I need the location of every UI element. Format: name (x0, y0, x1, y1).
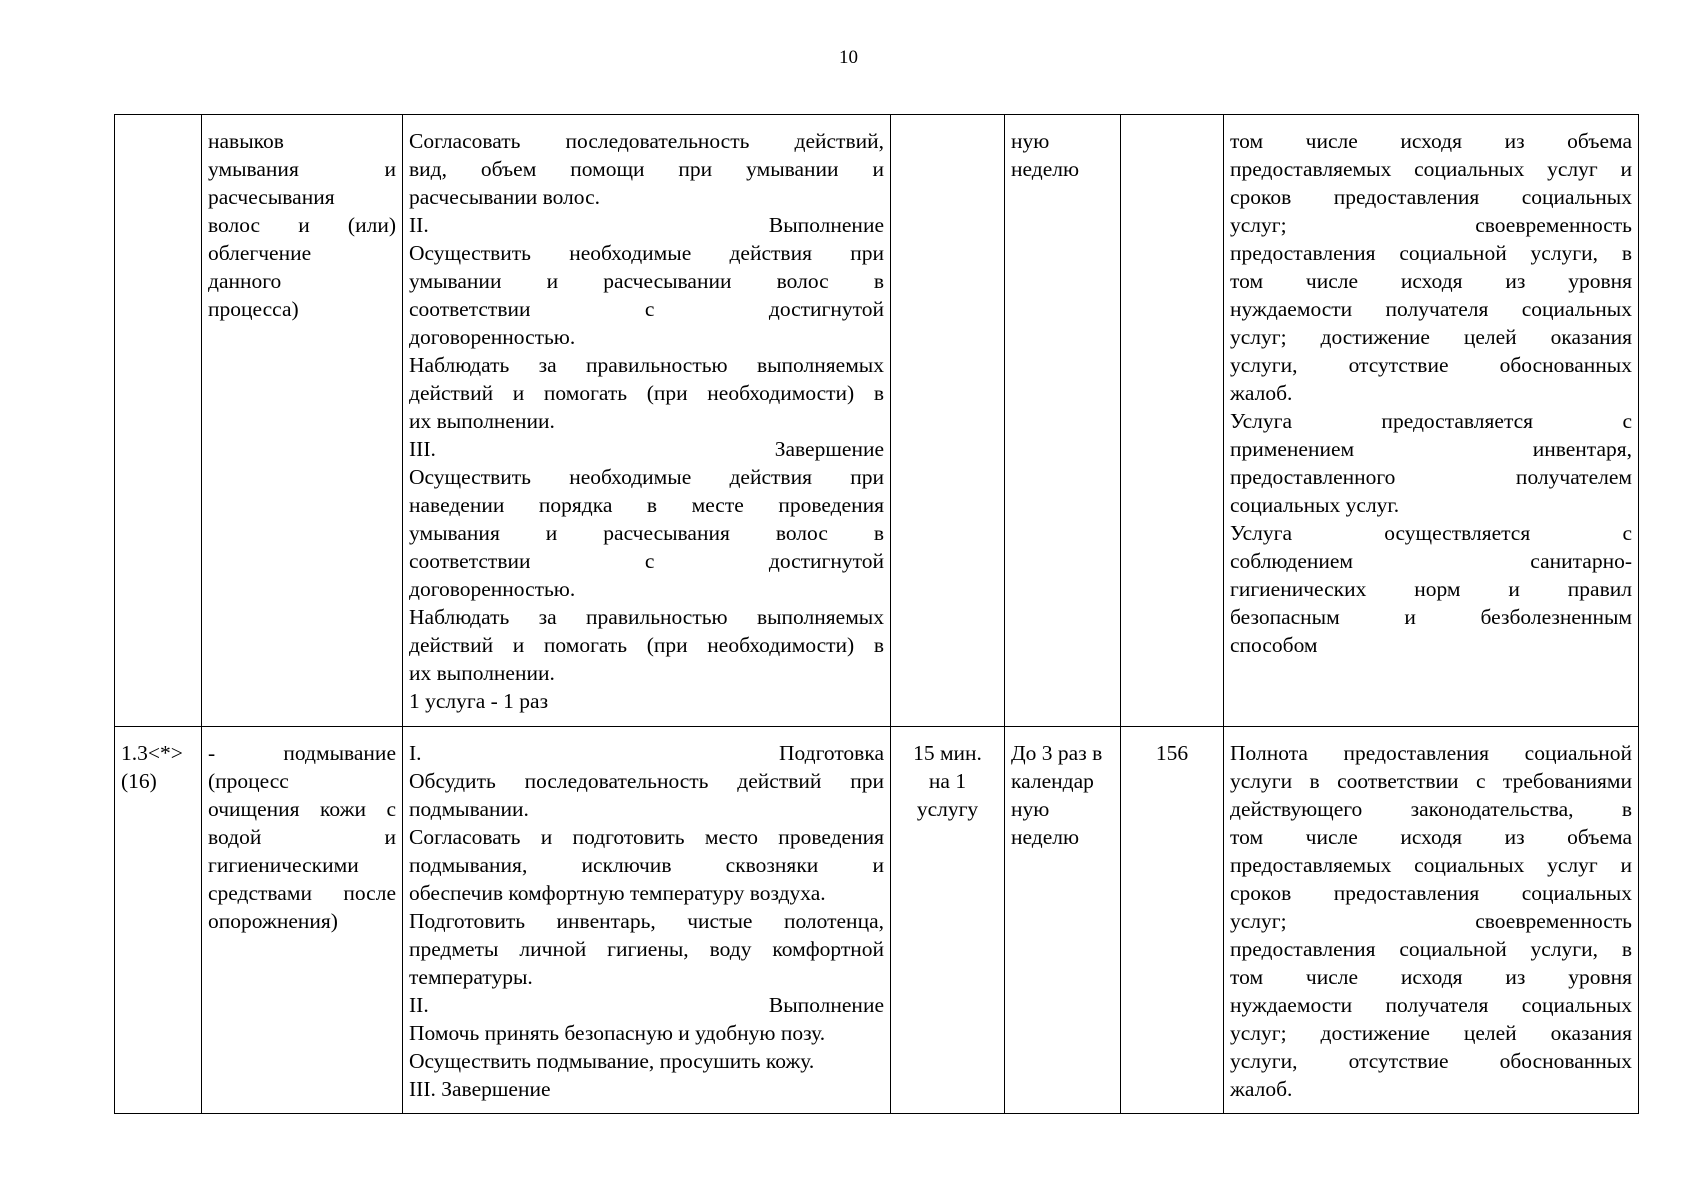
cell-time (891, 727, 1005, 1114)
cell-line: Услуга предоставляется с (1230, 409, 1632, 433)
cell-line: III. Завершение (409, 1077, 551, 1101)
cell-line: Услуга осуществляется с (1230, 521, 1632, 545)
cell-line: гигиенических норм и правил (1230, 577, 1632, 601)
cell-count (1121, 115, 1224, 727)
services-table (114, 114, 1639, 1114)
cell-time (891, 115, 1005, 727)
cell-line: жалоб. (1230, 1077, 1293, 1101)
cell-line: обеспечив комфортную температуру воздуха. (409, 881, 826, 905)
cell-service-name (202, 727, 403, 1114)
cell-line: подмывания, исключив сквозняки и (409, 853, 884, 877)
cell-line: их выполнении. (409, 409, 555, 433)
cell-line: волос и (или) (208, 213, 396, 237)
cell-line: облегчение (208, 241, 312, 265)
cell-line: Наблюдать за правильностью выполняемых (409, 353, 884, 377)
cell-line: сроков предоставления социальных (1230, 185, 1632, 209)
cell-frequency (1005, 115, 1121, 727)
cell-line: ную (1011, 129, 1050, 153)
cell-line: I. Подготовка (409, 741, 884, 765)
cell-line: услугу (916, 797, 979, 821)
cell-line: вид, объем помощи при умывании и (409, 157, 884, 181)
cell-line: ную (1011, 797, 1050, 821)
cell-line: договоренностью. (409, 577, 576, 601)
cell-description (403, 115, 891, 727)
cell-line: жалоб. (1230, 381, 1293, 405)
cell-quality (1224, 727, 1639, 1114)
cell-line: их выполнении. (409, 661, 555, 685)
cell-line: услуг; своевременность (1230, 213, 1632, 237)
cell-line: - подмывание (208, 741, 396, 765)
cell-line: Полнота предоставления социальной (1230, 741, 1632, 765)
cell-line: опорожнения) (208, 909, 338, 933)
cell-line: водой и (208, 825, 396, 849)
cell-line: действий и помогать (при необходимости) в (409, 633, 884, 657)
cell-line: средствами после (208, 881, 396, 905)
cell-line: услуг; своевременность (1230, 909, 1632, 933)
cell-line: расчесывании волос. (409, 185, 600, 209)
cell-line: гигиеническими (208, 853, 359, 877)
cell-line: соответствии с достигнутой (409, 297, 884, 321)
page-number: 10 (839, 47, 858, 68)
cell-line: услуги, отсутствие обоснованных (1230, 1049, 1632, 1073)
cell-line: предоставления социальной услуги, в (1230, 241, 1632, 265)
cell-count (1121, 727, 1224, 1114)
table-row (115, 727, 1639, 1114)
cell-line: нуждаемости получателя социальных (1230, 993, 1632, 1017)
cell-line: действий и помогать (при необходимости) в (409, 381, 884, 405)
cell-line: услуги, отсутствие обоснованных (1230, 353, 1632, 377)
cell-line: умывании и расчесывании волос в (409, 269, 884, 293)
cell-line: способом (1230, 633, 1318, 657)
cell-line: Согласовать последовательность действий, (409, 129, 884, 153)
cell-line: II. Выполнение (409, 993, 884, 1017)
cell-line: II. Выполнение (409, 213, 884, 237)
cell-line: соответствии с достигнутой (409, 549, 884, 573)
cell-line: Осуществить необходимые действия при (409, 241, 884, 265)
cell-line: неделю (1011, 825, 1080, 849)
cell-frequency (1005, 727, 1121, 1114)
cell-quality (1224, 115, 1639, 727)
table-row (115, 115, 1639, 727)
cell-line: предоставляемых социальных услуг и (1230, 157, 1632, 181)
cell-line: нуждаемости получателя социальных (1230, 297, 1632, 321)
cell-number (115, 727, 202, 1114)
cell-line: Обсудить последовательность действий при (409, 769, 884, 793)
cell-line: навыков (208, 129, 284, 153)
cell-line: предметы личной гигиены, воду комфортной (409, 937, 884, 961)
cell-line: Наблюдать за правильностью выполняемых (409, 605, 884, 629)
cell-line: безопасным и безболезненным (1230, 605, 1632, 629)
cell-line: действующего законодательства, в (1230, 797, 1632, 821)
cell-line: том числе исходя из объема (1230, 825, 1632, 849)
cell-line: неделю (1011, 157, 1080, 181)
cell-line: умывания и расчесывания волос в (409, 521, 884, 545)
cell-line: умывания и (208, 157, 396, 181)
cell-line: календар (1011, 769, 1094, 793)
cell-line: До 3 раз в (1011, 741, 1103, 765)
cell-line: договоренностью. (409, 325, 576, 349)
cell-line: услуг; достижение целей оказания (1230, 1021, 1632, 1045)
cell-line: 1.3<*> (121, 741, 183, 765)
cell-line: Помочь принять безопасную и удобную позу. (409, 1021, 826, 1045)
cell-line: наведении порядка в месте проведения (409, 493, 884, 517)
cell-line: 15 мин. (913, 741, 982, 765)
cell-service-name (202, 115, 403, 727)
cell-line: 1 услуга - 1 раз (409, 689, 549, 713)
cell-line: процесса) (208, 297, 299, 321)
cell-line: соблюдением санитарно- (1230, 549, 1632, 573)
cell-line: данного (208, 269, 282, 293)
cell-line: социальных услуг. (1230, 493, 1400, 517)
cell-line: очищения кожи с (208, 797, 396, 821)
cell-line: расчесывания (208, 185, 335, 209)
cell-line: Подготовить инвентарь, чистые полотенца, (409, 909, 884, 933)
cell-line: III. Завершение (409, 437, 884, 461)
cell-line: 156 (1155, 741, 1189, 765)
cell-line: Осуществить подмывание, просушить кожу. (409, 1049, 815, 1073)
cell-line: (процесс (208, 769, 289, 793)
cell-number (115, 115, 202, 727)
cell-line: предоставляемых социальных услуг и (1230, 853, 1632, 877)
cell-line: температуры. (409, 965, 533, 989)
cell-line: услуг; достижение целей оказания (1230, 325, 1632, 349)
cell-line: (16) (121, 769, 157, 793)
cell-line: Осуществить необходимые действия при (409, 465, 884, 489)
cell-line: том числе исходя из уровня (1230, 965, 1632, 989)
cell-line: услуги в соответствии с требованиями (1230, 769, 1632, 793)
cell-line: предоставления социальной услуги, в (1230, 937, 1632, 961)
cell-line: том числе исходя из объема (1230, 129, 1632, 153)
cell-line: Согласовать и подготовить место проведения (409, 825, 884, 849)
cell-line: сроков предоставления социальных (1230, 881, 1632, 905)
cell-line: подмывании. (409, 797, 529, 821)
cell-line: на 1 (928, 769, 967, 793)
cell-description (403, 727, 891, 1114)
cell-line: том числе исходя из уровня (1230, 269, 1632, 293)
cell-line: предоставленного получателем (1230, 465, 1632, 489)
cell-line: применением инвентаря, (1230, 437, 1632, 461)
